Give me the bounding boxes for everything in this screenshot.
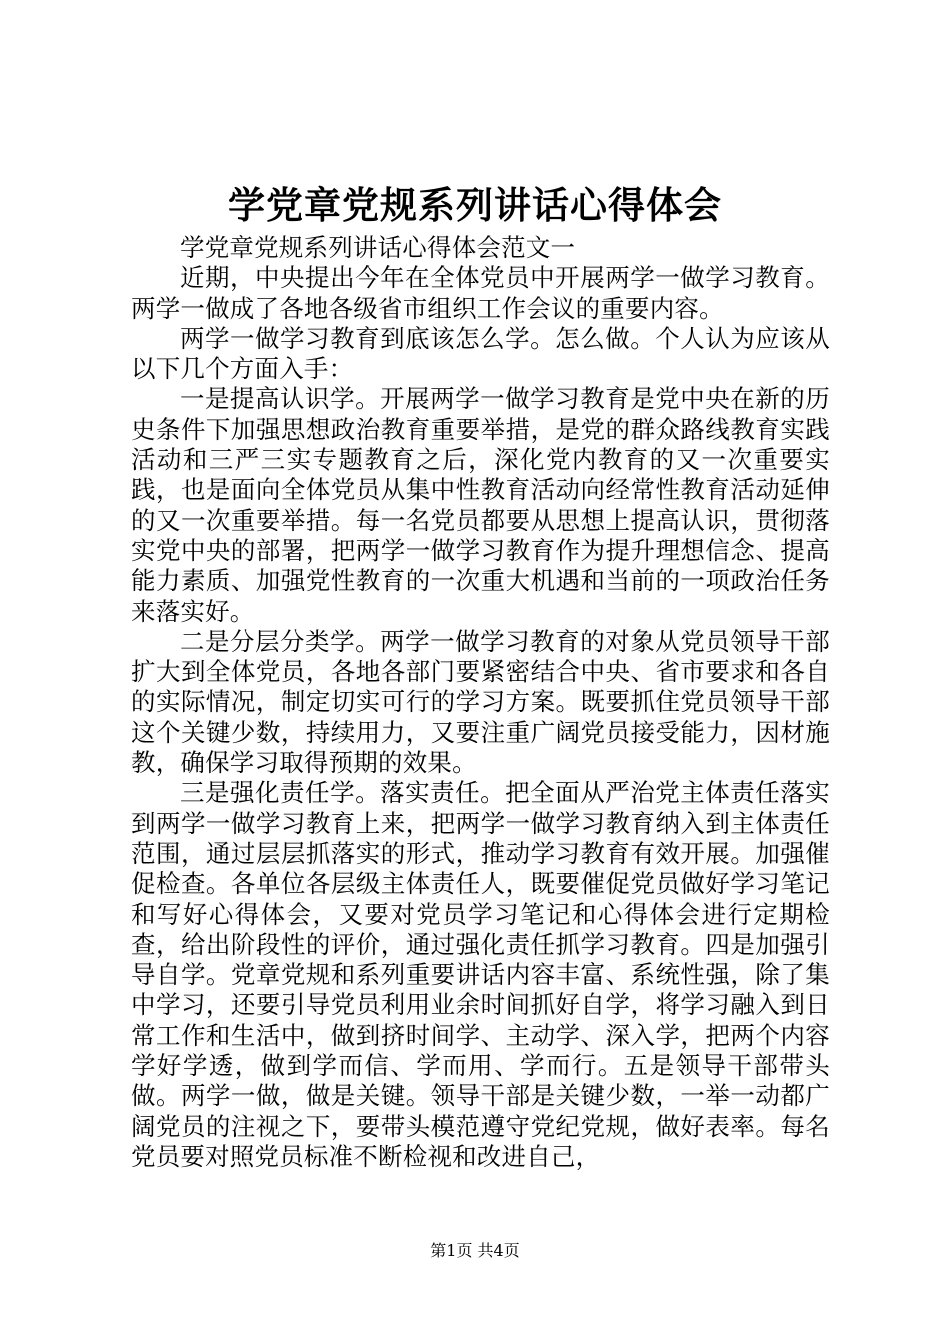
document-body (131, 233, 830, 1172)
paragraph: 一是提高认识学。开展两学一做学习教育是党中央在新的历史条件下加强思想政治教育重要举措，是党的群众路线教育实践活动和三严三实专题教育之后，深化党内教育的又一次重要实践，也是面向全体党员从集中性教育活动向经常性教育活动延伸的又一次重要举措。每一名党员都要从思想上提高认识，贯彻落实党中央的部署，把两学一做学习教育作为提升理想信念、提高能力素质、加强党性教育的一次重大机遇和当前的一项政治任务来落实好。 (131, 384, 830, 626)
paragraph: 两学一做学习教育到底该怎么学。怎么做。个人认为应该从以下几个方面入手： (131, 323, 830, 384)
paragraph: 二是分层分类学。两学一做学习教育的对象从党员领导干部扩大到全体党员，各地各部门要紧密结合中央、省市要求和各自的实际情况，制定切实可行的学习方案。既要抓住党员领导干部这个关键少数，持续用力，又要注重广阔党员接受能力，因材施教，确保学习取得预期的效果。 (131, 626, 830, 778)
page-number-footer: 第1页 共4页 (430, 1241, 520, 1260)
document-title: 学党章党规系列讲话心得体会 (228, 183, 722, 227)
paragraph: 近期，中央提出今年在全体党员中开展两学一做学习教育。两学一做成了各地各级省市组织工作会议的重要内容。 (131, 263, 830, 323)
paragraph: 三是强化责任学。落实责任。把全面从严治党主体责任落实到两学一做学习教育上来，把两学一做学习教育纳入到主体责任范围，通过层层抓落实的形式，推动学习教育有效开展。加强催促检查。各单位各层级主体责任人，既要催促党员做好学习笔记和写好心得体会，又要对党员学习笔记和心得体会进行定期检查，给出阶段性的评价，通过强化责任抓学习教育。四是加强引导自学。党章党规和系列重要讲话内容丰富、系统性强，除了集中学习，还要引导党员利用业余时间抓好自学，将学习融入到日常工作和生活中，做到挤时间学、主动学、深入学，把两个内容学好学透，做到学而信、学而用、学而行。五是领导干部带头做。两学一做，做是关键。领导干部是关键少数，一举一动都广阔党员的注视之下，要带头模范遵守党纪党规，做好表率。每名党员要对照党员标准不断检视和改进自己， (131, 778, 830, 1171)
paragraph-heading: 学党章党规系列讲话心得体会范文一 (180, 233, 576, 262)
